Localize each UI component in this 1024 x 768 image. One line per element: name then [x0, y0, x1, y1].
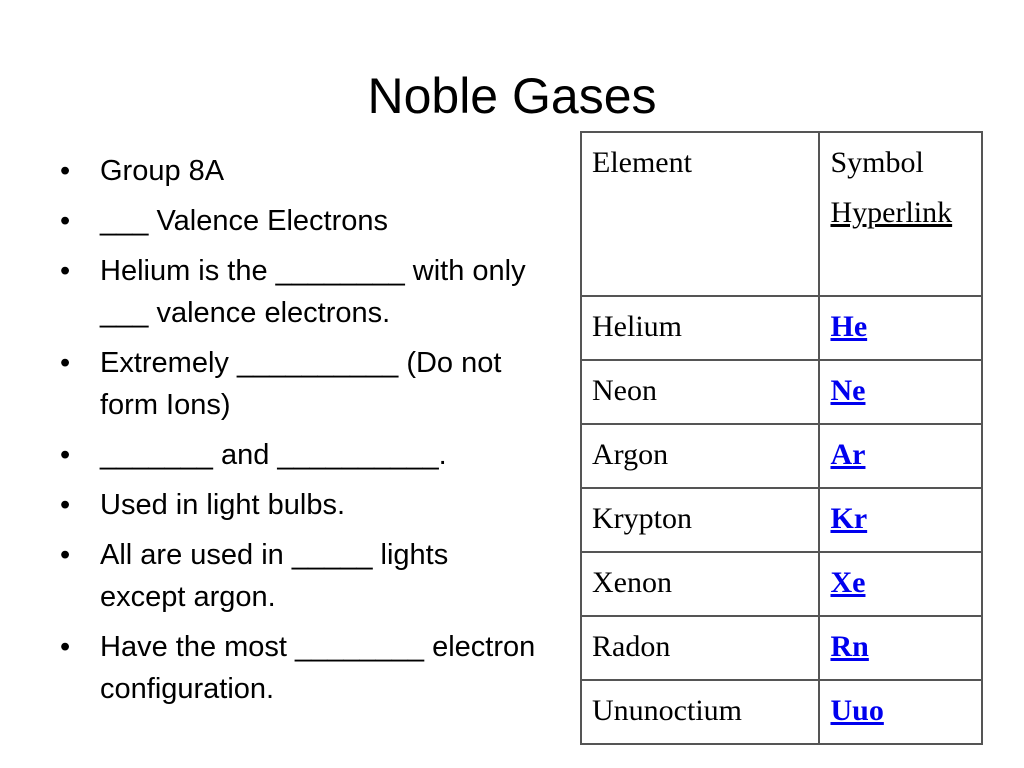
bullet-dot: • [60, 489, 71, 521]
bullet-item [60, 200, 540, 242]
symbol-cell [819, 360, 982, 424]
header-symbol-cell [819, 132, 982, 296]
bullet-text: Helium is the ________ with only ___ valence electrons. [100, 255, 526, 329]
bullet-item [60, 250, 540, 334]
header-hyperlink-label: Hyperlink [830, 196, 953, 229]
table-header-row [581, 132, 982, 296]
symbol-cell [819, 680, 982, 744]
symbol-link-rn[interactable]: Rn [830, 630, 869, 663]
symbol-cell [819, 552, 982, 616]
bullet-dot: • [60, 439, 71, 471]
bullet-dot: • [60, 347, 71, 379]
bullet-text: _______ and __________. [100, 439, 447, 471]
table-row [581, 680, 982, 744]
bullet-text: Used in light bulbs. [100, 489, 346, 521]
symbol-link-kr[interactable]: Kr [830, 502, 868, 535]
symbol-link-he[interactable]: He [830, 310, 868, 343]
symbol-cell [819, 296, 982, 360]
element-name-cell: Helium [581, 296, 819, 360]
bullet-list [60, 150, 540, 718]
header-symbol-label: Symbol [830, 146, 924, 179]
element-name-cell: Xenon [581, 552, 819, 616]
bullet-dot: • [60, 631, 71, 663]
bullet-item [60, 342, 540, 426]
table-row [581, 616, 982, 680]
symbol-link-xe[interactable]: Xe [830, 566, 866, 599]
symbol-link-ne[interactable]: Ne [830, 374, 866, 407]
bullet-item [60, 534, 540, 618]
table-row [581, 296, 982, 360]
bullet-dot: • [60, 155, 71, 187]
table-row [581, 552, 982, 616]
bullet-dot: • [60, 539, 71, 571]
symbol-cell [819, 424, 982, 488]
bullet-text: Have the most ________ electron configuration. [100, 631, 536, 705]
bullet-item [60, 434, 540, 476]
bullet-dot: • [60, 255, 71, 287]
bullet-item [60, 150, 540, 192]
bullet-dot: • [60, 205, 71, 237]
symbol-cell [819, 488, 982, 552]
element-name-cell: Radon [581, 616, 819, 680]
bullet-item [60, 626, 540, 710]
element-name-cell: Argon [581, 424, 819, 488]
table-row [581, 360, 982, 424]
bullet-text: ___ Valence Electrons [100, 205, 389, 237]
noble-gases-table [580, 131, 983, 745]
element-name-cell: Ununoctium [581, 680, 819, 744]
table-row [581, 424, 982, 488]
bullet-text: Extremely __________ (Do not form Ions) [100, 347, 502, 421]
bullet-text: All are used in _____ lights except argon. [100, 539, 449, 613]
bullet-item [60, 484, 540, 526]
symbol-link-uuo[interactable]: Uuo [830, 694, 884, 727]
symbol-link-ar[interactable]: Ar [830, 438, 866, 471]
element-name-cell: Neon [581, 360, 819, 424]
slide-title: Noble Gases [367, 68, 657, 124]
header-element-cell: Element [581, 132, 819, 296]
symbol-cell [819, 616, 982, 680]
element-name-cell: Krypton [581, 488, 819, 552]
table-row [581, 488, 982, 552]
bullet-text: Group 8A [100, 155, 225, 187]
